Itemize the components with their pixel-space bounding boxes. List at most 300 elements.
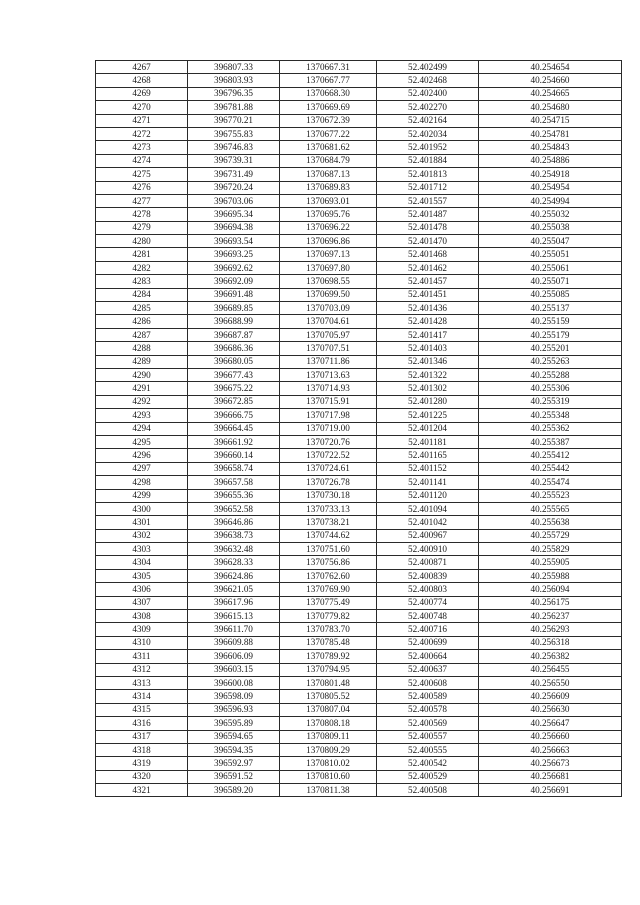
easting-cell: 396695.34 xyxy=(188,208,280,221)
longitude-cell: 40.256293 xyxy=(479,623,622,636)
table-row xyxy=(96,409,622,422)
northing-cell: 1370722.52 xyxy=(280,449,377,462)
easting-cell: 396594.35 xyxy=(188,743,280,756)
point-number-cell: 4319 xyxy=(96,757,188,770)
northing-cell: 1370696.22 xyxy=(280,221,377,234)
longitude-cell: 40.254680 xyxy=(479,101,622,114)
latitude-cell: 52.401417 xyxy=(377,328,479,341)
table-row xyxy=(96,636,622,649)
easting-cell: 396628.33 xyxy=(188,556,280,569)
longitude-cell: 40.255201 xyxy=(479,342,622,355)
point-number-cell: 4268 xyxy=(96,74,188,87)
table-row xyxy=(96,449,622,462)
latitude-cell: 52.400839 xyxy=(377,569,479,582)
easting-cell: 396592.97 xyxy=(188,757,280,770)
table-row xyxy=(96,114,622,127)
longitude-cell: 40.255474 xyxy=(479,476,622,489)
northing-cell: 1370756.86 xyxy=(280,556,377,569)
table-row xyxy=(96,194,622,207)
longitude-cell: 40.255061 xyxy=(479,261,622,274)
longitude-cell: 40.255442 xyxy=(479,462,622,475)
latitude-cell: 52.400557 xyxy=(377,730,479,743)
northing-cell: 1370720.76 xyxy=(280,435,377,448)
easting-cell: 396589.20 xyxy=(188,784,280,797)
point-number-cell: 4304 xyxy=(96,556,188,569)
latitude-cell: 52.401468 xyxy=(377,248,479,261)
northing-cell: 1370684.79 xyxy=(280,154,377,167)
easting-cell: 396687.87 xyxy=(188,328,280,341)
latitude-cell: 52.401451 xyxy=(377,288,479,301)
longitude-cell: 40.255038 xyxy=(479,221,622,234)
point-number-cell: 4282 xyxy=(96,261,188,274)
easting-cell: 396755.83 xyxy=(188,127,280,140)
latitude-cell: 52.400529 xyxy=(377,770,479,783)
latitude-cell: 52.401302 xyxy=(377,382,479,395)
point-number-cell: 4308 xyxy=(96,610,188,623)
easting-cell: 396731.49 xyxy=(188,168,280,181)
table-row xyxy=(96,208,622,221)
northing-cell: 1370808.18 xyxy=(280,717,377,730)
longitude-cell: 40.255988 xyxy=(479,569,622,582)
easting-cell: 396609.88 xyxy=(188,636,280,649)
latitude-cell: 52.401436 xyxy=(377,302,479,315)
easting-cell: 396796.35 xyxy=(188,87,280,100)
latitude-cell: 52.402034 xyxy=(377,127,479,140)
northing-cell: 1370672.39 xyxy=(280,114,377,127)
table-row xyxy=(96,757,622,770)
longitude-cell: 40.255071 xyxy=(479,275,622,288)
point-number-cell: 4287 xyxy=(96,328,188,341)
latitude-cell: 52.400803 xyxy=(377,583,479,596)
northing-cell: 1370687.13 xyxy=(280,168,377,181)
longitude-cell: 40.256175 xyxy=(479,596,622,609)
table-row xyxy=(96,623,622,636)
longitude-cell: 40.254994 xyxy=(479,194,622,207)
easting-cell: 396746.83 xyxy=(188,141,280,154)
northing-cell: 1370719.00 xyxy=(280,422,377,435)
northing-cell: 1370667.31 xyxy=(280,61,377,74)
longitude-cell: 40.254781 xyxy=(479,127,622,140)
point-number-cell: 4321 xyxy=(96,784,188,797)
longitude-cell: 40.255319 xyxy=(479,395,622,408)
latitude-cell: 52.401204 xyxy=(377,422,479,435)
point-number-cell: 4301 xyxy=(96,516,188,529)
northing-cell: 1370744.62 xyxy=(280,529,377,542)
longitude-cell: 40.256318 xyxy=(479,636,622,649)
latitude-cell: 52.401225 xyxy=(377,409,479,422)
longitude-cell: 40.254665 xyxy=(479,87,622,100)
table-row xyxy=(96,382,622,395)
easting-cell: 396688.99 xyxy=(188,315,280,328)
point-number-cell: 4281 xyxy=(96,248,188,261)
northing-cell: 1370668.30 xyxy=(280,87,377,100)
easting-cell: 396693.54 xyxy=(188,235,280,248)
point-number-cell: 4306 xyxy=(96,583,188,596)
point-number-cell: 4269 xyxy=(96,87,188,100)
point-number-cell: 4285 xyxy=(96,302,188,315)
longitude-cell: 40.254660 xyxy=(479,74,622,87)
point-number-cell: 4276 xyxy=(96,181,188,194)
table-row xyxy=(96,248,622,261)
point-number-cell: 4270 xyxy=(96,101,188,114)
table-row xyxy=(96,784,622,797)
longitude-cell: 40.255362 xyxy=(479,422,622,435)
point-number-cell: 4313 xyxy=(96,676,188,689)
point-number-cell: 4277 xyxy=(96,194,188,207)
northing-cell: 1370794.95 xyxy=(280,663,377,676)
northing-cell: 1370681.62 xyxy=(280,141,377,154)
easting-cell: 396660.14 xyxy=(188,449,280,462)
table-row xyxy=(96,543,622,556)
longitude-cell: 40.256630 xyxy=(479,703,622,716)
table-row xyxy=(96,342,622,355)
table-row xyxy=(96,154,622,167)
table-row xyxy=(96,476,622,489)
point-number-cell: 4303 xyxy=(96,543,188,556)
latitude-cell: 52.401557 xyxy=(377,194,479,207)
northing-cell: 1370738.21 xyxy=(280,516,377,529)
northing-cell: 1370704.61 xyxy=(280,315,377,328)
table-row xyxy=(96,422,622,435)
latitude-cell: 52.400508 xyxy=(377,784,479,797)
table-row xyxy=(96,529,622,542)
latitude-cell: 52.400871 xyxy=(377,556,479,569)
easting-cell: 396720.24 xyxy=(188,181,280,194)
point-number-cell: 4314 xyxy=(96,690,188,703)
northing-cell: 1370697.13 xyxy=(280,248,377,261)
point-number-cell: 4288 xyxy=(96,342,188,355)
easting-cell: 396603.15 xyxy=(188,663,280,676)
point-number-cell: 4274 xyxy=(96,154,188,167)
point-number-cell: 4267 xyxy=(96,61,188,74)
table-row xyxy=(96,663,622,676)
northing-cell: 1370717.98 xyxy=(280,409,377,422)
point-number-cell: 4318 xyxy=(96,743,188,756)
longitude-cell: 40.254954 xyxy=(479,181,622,194)
latitude-cell: 52.401712 xyxy=(377,181,479,194)
easting-cell: 396807.33 xyxy=(188,61,280,74)
longitude-cell: 40.256237 xyxy=(479,610,622,623)
point-number-cell: 4295 xyxy=(96,435,188,448)
northing-cell: 1370697.80 xyxy=(280,261,377,274)
longitude-cell: 40.254886 xyxy=(479,154,622,167)
northing-cell: 1370805.52 xyxy=(280,690,377,703)
easting-cell: 396617.96 xyxy=(188,596,280,609)
longitude-cell: 40.255263 xyxy=(479,355,622,368)
latitude-cell: 52.400589 xyxy=(377,690,479,703)
longitude-cell: 40.255905 xyxy=(479,556,622,569)
table-row xyxy=(96,168,622,181)
table-row xyxy=(96,703,622,716)
point-number-cell: 4297 xyxy=(96,462,188,475)
northing-cell: 1370809.11 xyxy=(280,730,377,743)
table-row xyxy=(96,516,622,529)
table-row xyxy=(96,650,622,663)
northing-cell: 1370703.09 xyxy=(280,302,377,315)
northing-cell: 1370698.55 xyxy=(280,275,377,288)
latitude-cell: 52.400664 xyxy=(377,650,479,663)
table-row xyxy=(96,462,622,475)
table-row xyxy=(96,275,622,288)
easting-cell: 396615.13 xyxy=(188,610,280,623)
easting-cell: 396692.62 xyxy=(188,261,280,274)
latitude-cell: 52.401470 xyxy=(377,235,479,248)
northing-cell: 1370726.78 xyxy=(280,476,377,489)
latitude-cell: 52.400569 xyxy=(377,717,479,730)
latitude-cell: 52.401462 xyxy=(377,261,479,274)
latitude-cell: 52.400637 xyxy=(377,663,479,676)
point-number-cell: 4320 xyxy=(96,770,188,783)
easting-cell: 396658.74 xyxy=(188,462,280,475)
point-number-cell: 4279 xyxy=(96,221,188,234)
point-number-cell: 4300 xyxy=(96,502,188,515)
table-row xyxy=(96,101,622,114)
longitude-cell: 40.256094 xyxy=(479,583,622,596)
latitude-cell: 52.401813 xyxy=(377,168,479,181)
latitude-cell: 52.401120 xyxy=(377,489,479,502)
latitude-cell: 52.400774 xyxy=(377,596,479,609)
northing-cell: 1370689.83 xyxy=(280,181,377,194)
easting-cell: 396621.05 xyxy=(188,583,280,596)
point-number-cell: 4299 xyxy=(96,489,188,502)
table-row xyxy=(96,74,622,87)
longitude-cell: 40.255523 xyxy=(479,489,622,502)
table-row xyxy=(96,315,622,328)
easting-cell: 396657.58 xyxy=(188,476,280,489)
easting-cell: 396675.22 xyxy=(188,382,280,395)
longitude-cell: 40.256647 xyxy=(479,717,622,730)
easting-cell: 396638.73 xyxy=(188,529,280,542)
easting-cell: 396646.86 xyxy=(188,516,280,529)
table-row xyxy=(96,610,622,623)
point-number-cell: 4309 xyxy=(96,623,188,636)
easting-cell: 396624.86 xyxy=(188,569,280,582)
longitude-cell: 40.255412 xyxy=(479,449,622,462)
point-number-cell: 4284 xyxy=(96,288,188,301)
latitude-cell: 52.401884 xyxy=(377,154,479,167)
latitude-cell: 52.400699 xyxy=(377,636,479,649)
easting-cell: 396666.75 xyxy=(188,409,280,422)
table-row xyxy=(96,730,622,743)
latitude-cell: 52.401428 xyxy=(377,315,479,328)
table-row xyxy=(96,502,622,515)
easting-cell: 396600.08 xyxy=(188,676,280,689)
point-number-cell: 4280 xyxy=(96,235,188,248)
latitude-cell: 52.401346 xyxy=(377,355,479,368)
table-row xyxy=(96,127,622,140)
point-number-cell: 4278 xyxy=(96,208,188,221)
northing-cell: 1370779.82 xyxy=(280,610,377,623)
longitude-cell: 40.255306 xyxy=(479,382,622,395)
northing-cell: 1370751.60 xyxy=(280,543,377,556)
point-number-cell: 4290 xyxy=(96,368,188,381)
table-row xyxy=(96,770,622,783)
northing-cell: 1370730.18 xyxy=(280,489,377,502)
point-number-cell: 4293 xyxy=(96,409,188,422)
northing-cell: 1370713.63 xyxy=(280,368,377,381)
northing-cell: 1370775.49 xyxy=(280,596,377,609)
table-row xyxy=(96,61,622,74)
point-number-cell: 4316 xyxy=(96,717,188,730)
longitude-cell: 40.256673 xyxy=(479,757,622,770)
point-number-cell: 4275 xyxy=(96,168,188,181)
northing-cell: 1370677.22 xyxy=(280,127,377,140)
point-number-cell: 4312 xyxy=(96,663,188,676)
easting-cell: 396652.58 xyxy=(188,502,280,515)
easting-cell: 396611.70 xyxy=(188,623,280,636)
longitude-cell: 40.255829 xyxy=(479,543,622,556)
coordinates-table-body xyxy=(96,61,622,797)
northing-cell: 1370711.86 xyxy=(280,355,377,368)
latitude-cell: 52.401165 xyxy=(377,449,479,462)
point-number-cell: 4302 xyxy=(96,529,188,542)
northing-cell: 1370785.48 xyxy=(280,636,377,649)
point-number-cell: 4286 xyxy=(96,315,188,328)
latitude-cell: 52.401042 xyxy=(377,516,479,529)
longitude-cell: 40.255047 xyxy=(479,235,622,248)
point-number-cell: 4317 xyxy=(96,730,188,743)
table-row xyxy=(96,235,622,248)
latitude-cell: 52.401152 xyxy=(377,462,479,475)
longitude-cell: 40.255638 xyxy=(479,516,622,529)
longitude-cell: 40.255288 xyxy=(479,368,622,381)
easting-cell: 396691.48 xyxy=(188,288,280,301)
latitude-cell: 52.401487 xyxy=(377,208,479,221)
northing-cell: 1370699.50 xyxy=(280,288,377,301)
point-number-cell: 4273 xyxy=(96,141,188,154)
point-number-cell: 4272 xyxy=(96,127,188,140)
latitude-cell: 52.402400 xyxy=(377,87,479,100)
table-row xyxy=(96,355,622,368)
northing-cell: 1370810.02 xyxy=(280,757,377,770)
easting-cell: 396664.45 xyxy=(188,422,280,435)
easting-cell: 396694.38 xyxy=(188,221,280,234)
northing-cell: 1370809.29 xyxy=(280,743,377,756)
easting-cell: 396703.06 xyxy=(188,194,280,207)
point-number-cell: 4298 xyxy=(96,476,188,489)
longitude-cell: 40.255032 xyxy=(479,208,622,221)
table-row xyxy=(96,181,622,194)
latitude-cell: 52.402499 xyxy=(377,61,479,74)
latitude-cell: 52.400716 xyxy=(377,623,479,636)
table-row xyxy=(96,395,622,408)
longitude-cell: 40.254843 xyxy=(479,141,622,154)
table-row xyxy=(96,556,622,569)
easting-cell: 396781.88 xyxy=(188,101,280,114)
point-number-cell: 4311 xyxy=(96,650,188,663)
easting-cell: 396686.36 xyxy=(188,342,280,355)
longitude-cell: 40.256382 xyxy=(479,650,622,663)
table-row xyxy=(96,596,622,609)
easting-cell: 396677.43 xyxy=(188,368,280,381)
latitude-cell: 52.400910 xyxy=(377,543,479,556)
table-row xyxy=(96,676,622,689)
longitude-cell: 40.254654 xyxy=(479,61,622,74)
latitude-cell: 52.400542 xyxy=(377,757,479,770)
latitude-cell: 52.402164 xyxy=(377,114,479,127)
latitude-cell: 52.400748 xyxy=(377,610,479,623)
table-row xyxy=(96,328,622,341)
point-number-cell: 4305 xyxy=(96,569,188,582)
latitude-cell: 52.401322 xyxy=(377,368,479,381)
latitude-cell: 52.401141 xyxy=(377,476,479,489)
longitude-cell: 40.256455 xyxy=(479,663,622,676)
latitude-cell: 52.401094 xyxy=(377,502,479,515)
longitude-cell: 40.255085 xyxy=(479,288,622,301)
latitude-cell: 52.400555 xyxy=(377,743,479,756)
longitude-cell: 40.255179 xyxy=(479,328,622,341)
easting-cell: 396770.21 xyxy=(188,114,280,127)
table-row xyxy=(96,717,622,730)
northing-cell: 1370696.86 xyxy=(280,235,377,248)
easting-cell: 396606.09 xyxy=(188,650,280,663)
northing-cell: 1370695.76 xyxy=(280,208,377,221)
northing-cell: 1370733.13 xyxy=(280,502,377,515)
table-row xyxy=(96,583,622,596)
longitude-cell: 40.256550 xyxy=(479,676,622,689)
easting-cell: 396595.89 xyxy=(188,717,280,730)
northing-cell: 1370707.51 xyxy=(280,342,377,355)
longitude-cell: 40.254918 xyxy=(479,168,622,181)
table-row xyxy=(96,569,622,582)
latitude-cell: 52.401403 xyxy=(377,342,479,355)
northing-cell: 1370693.01 xyxy=(280,194,377,207)
latitude-cell: 52.400578 xyxy=(377,703,479,716)
latitude-cell: 52.402270 xyxy=(377,101,479,114)
point-number-cell: 4289 xyxy=(96,355,188,368)
table-row xyxy=(96,141,622,154)
longitude-cell: 40.256681 xyxy=(479,770,622,783)
northing-cell: 1370783.70 xyxy=(280,623,377,636)
table-row xyxy=(96,302,622,315)
point-number-cell: 4307 xyxy=(96,596,188,609)
longitude-cell: 40.255051 xyxy=(479,248,622,261)
latitude-cell: 52.402468 xyxy=(377,74,479,87)
northing-cell: 1370811.38 xyxy=(280,784,377,797)
easting-cell: 396594.65 xyxy=(188,730,280,743)
easting-cell: 396680.05 xyxy=(188,355,280,368)
longitude-cell: 40.256691 xyxy=(479,784,622,797)
latitude-cell: 52.401952 xyxy=(377,141,479,154)
point-number-cell: 4296 xyxy=(96,449,188,462)
latitude-cell: 52.401478 xyxy=(377,221,479,234)
northing-cell: 1370724.61 xyxy=(280,462,377,475)
table-row xyxy=(96,743,622,756)
northing-cell: 1370801.48 xyxy=(280,676,377,689)
longitude-cell: 40.256609 xyxy=(479,690,622,703)
table-row xyxy=(96,690,622,703)
latitude-cell: 52.401181 xyxy=(377,435,479,448)
northing-cell: 1370667.77 xyxy=(280,74,377,87)
longitude-cell: 40.255137 xyxy=(479,302,622,315)
latitude-cell: 52.401280 xyxy=(377,395,479,408)
easting-cell: 396672.85 xyxy=(188,395,280,408)
point-number-cell: 4294 xyxy=(96,422,188,435)
northing-cell: 1370715.91 xyxy=(280,395,377,408)
easting-cell: 396591.52 xyxy=(188,770,280,783)
longitude-cell: 40.255387 xyxy=(479,435,622,448)
easting-cell: 396632.48 xyxy=(188,543,280,556)
table-row xyxy=(96,368,622,381)
table-row xyxy=(96,489,622,502)
point-number-cell: 4291 xyxy=(96,382,188,395)
table-row xyxy=(96,221,622,234)
northing-cell: 1370762.60 xyxy=(280,569,377,582)
northing-cell: 1370669.69 xyxy=(280,101,377,114)
northing-cell: 1370705.97 xyxy=(280,328,377,341)
longitude-cell: 40.255348 xyxy=(479,409,622,422)
point-number-cell: 4315 xyxy=(96,703,188,716)
